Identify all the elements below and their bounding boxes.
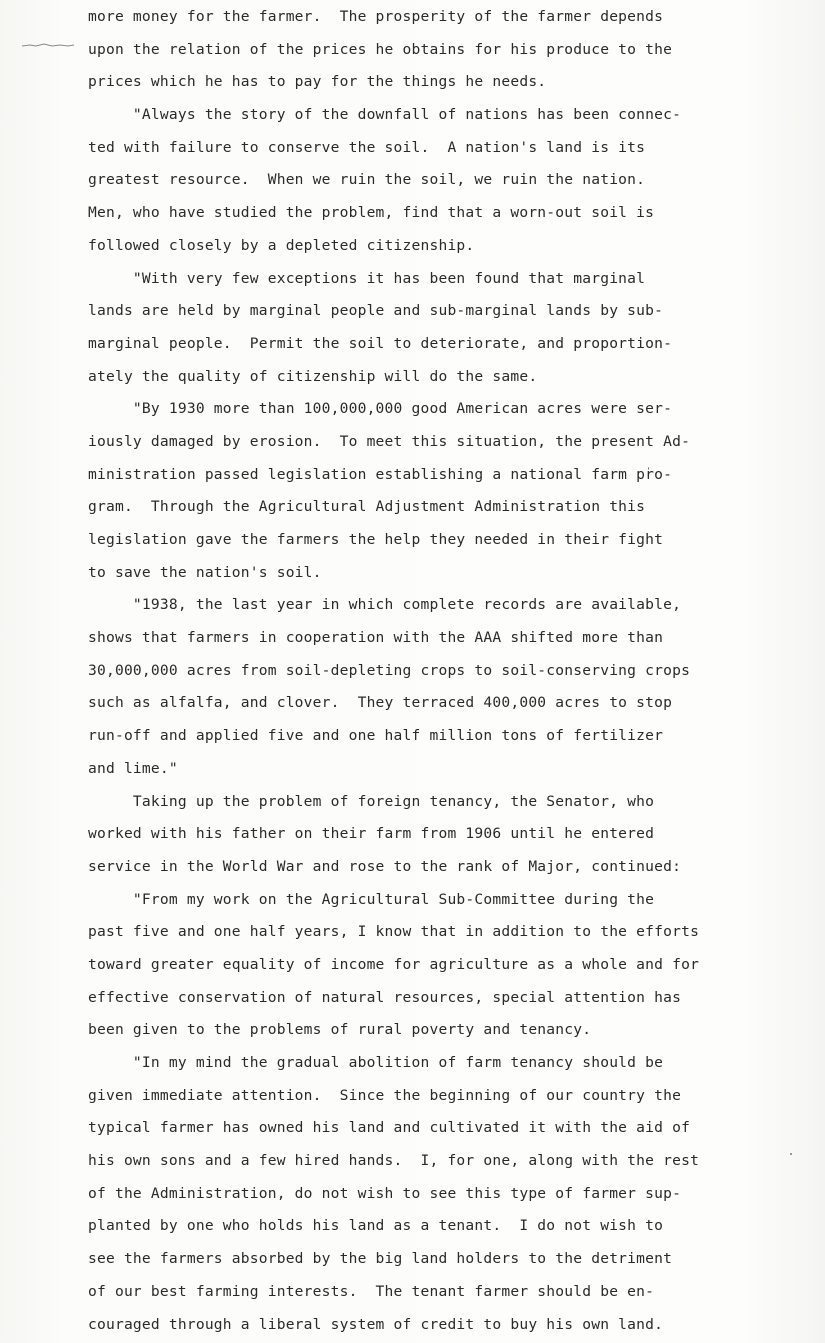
text-line: "With very few exceptions it has been found that marginal [88,269,646,287]
typewritten-text [88,6,768,1343]
text-line: upon the relation of the prices he obtains for his produce to the [88,40,673,58]
text-line: of the Administration, do not wish to see this type of farmer sup- [88,1184,682,1202]
text-line: been given to the problems of rural poverty and tenancy. [88,1021,592,1039]
text-line: toward greater equality of income for agriculture as a whole and for [88,955,700,973]
text-line: shows that farmers in cooperation with the AAA shifted more than [88,629,664,647]
text-line: "1938, the last year in which complete records are available, [88,596,682,614]
text-line: his own sons and a few hired hands. I, for one, along with the rest [88,1152,700,1170]
paper-speck [790,1153,792,1155]
text-line: service in the World War and rose to the rank of Major, continued: [88,857,682,875]
text-line: worked with his father on their farm from 1906 until he entered [88,825,655,843]
text-line: typical farmer has owned his land and cultivated it with the aid of [88,1119,691,1137]
text-line: "In my mind the gradual abolition of farm tenancy should be [88,1054,664,1071]
text-line: "By 1930 more than 100,000,000 good American acres were ser- [88,400,673,418]
text-line: greatest resource. When we ruin the soil, we ruin the nation. [88,171,646,189]
text-line: to save the nation's soil. [88,563,322,581]
text-line: past five and one half years, I know that in addition to the efforts [88,923,700,941]
text-line: ministration passed legislation establishing a national farm pro- [88,465,673,483]
text-line: ately the quality of citizenship will do the same. [88,367,538,385]
text-line: of our best farming interests. The tenant farmer should be en- [88,1282,655,1300]
text-line: such as alfalfa, and clover. They terraced 400,000 acres to stop [88,694,673,712]
text-line: legislation gave the farmers the help they needed in their fight [88,531,664,548]
text-line: "Always the story of the downfall of nations has been connec- [88,106,682,124]
text-line: couraged through a liberal system of credit to buy his own land. [88,1315,664,1333]
text-line: Taking up the problem of foreign tenancy, the Senator, who [88,792,655,810]
text-line: ted with failure to conserve the soil. A nation's land is its [88,138,646,156]
text-line: and lime." [88,759,178,777]
text-line: "From my work on the Agricultural Sub-Committee during the [88,890,655,908]
text-line: iously damaged by erosion. To meet this situation, the present Ad- [88,432,691,450]
text-line: given immediate attention. Since the beginning of our country the [88,1086,682,1104]
margin-pencil-mark [22,40,74,50]
text-line: lands are held by marginal people and sub-marginal lands by sub- [88,302,664,320]
text-line: marginal people. Permit the soil to deteriorate, and proportion- [88,334,673,352]
text-line: Men, who have studied the problem, find that a worn-out soil is [88,204,655,222]
text-line: gram. Through the Agricultural Adjustment Administration this [88,498,646,516]
text-line: followed closely by a depleted citizenship. [88,236,475,254]
text-line: 30,000,000 acres from soil-depleting crops to soil-conserving crops [88,661,691,679]
text-line: prices which he has to pay for the things he needs. [88,73,547,91]
text-line: run-off and applied five and one half million tons of fertilizer [88,727,664,745]
text-line: see the farmers absorbed by the big land holders to the detriment [88,1250,673,1268]
text-line: effective conservation of natural resources, special attention has [88,988,682,1006]
text-line: planted by one who holds his land as a tenant. I do not wish to [88,1217,664,1235]
text-line: more money for the farmer. The prosperity of the farmer depends [88,8,664,25]
